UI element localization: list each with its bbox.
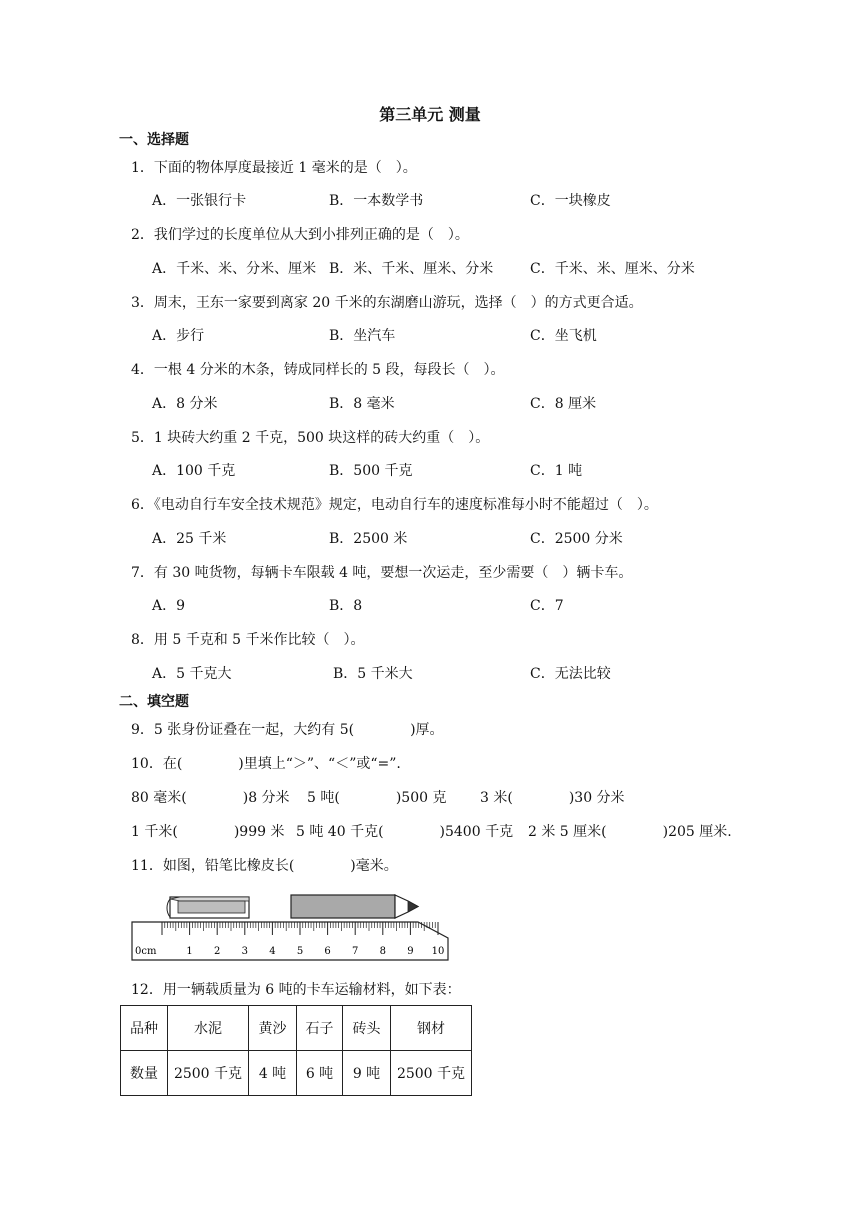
table-cell: 黄沙 [249, 1006, 297, 1051]
table-cell: 9 吨 [343, 1051, 391, 1096]
question-5-stem: 5．1 块砖大约重 2 千克，500 块这样的砖大约重（ ）。 [131, 430, 490, 446]
table-row [121, 1051, 472, 1096]
ruler-tick-label: 1 [186, 946, 193, 957]
question-2-option-c[interactable]: C．千米、米、厘米、分米 [530, 261, 695, 277]
table-cell: 6 吨 [297, 1051, 343, 1096]
question-8-stem: 8．用 5 千克和 5 千米作比较（ ）。 [131, 632, 365, 648]
question-5-option-c[interactable]: C．1 吨 [530, 463, 583, 479]
question-4-option-a[interactable]: A．8 分米 [152, 396, 218, 412]
table-cell: 2500 千克 [168, 1051, 249, 1096]
question-3-stem: 3．周末，王东一家要到离家 20 千米的东湖磨山游玩，选择（ ）的方式更合适。 [131, 295, 643, 311]
question-10-stem: 10．在( )里填上“＞”、“＜”或“=”. [131, 756, 401, 772]
question-6-option-b[interactable]: B．2500 米 [329, 531, 408, 547]
materials-table [120, 1005, 472, 1096]
question-6-stem: 6．《电动自行车安全技术规范》规定，电动自行车的速度标准每小时不能超过（ ）。 [131, 497, 658, 513]
question-8-option-b[interactable]: B．5 千米大 [333, 666, 413, 682]
ruler-tick-label: 10 [431, 946, 445, 957]
question-4-option-c[interactable]: C．8 厘米 [530, 396, 597, 412]
question-2-option-a[interactable]: A．千米、米、分米、厘米 [152, 261, 317, 277]
section-fill-heading: 二、填空题 [119, 694, 189, 710]
ruler-tick-label: 9 [407, 946, 414, 957]
question-1-option-b[interactable]: B．一本数学书 [329, 193, 424, 209]
eraser-drawing [167, 897, 249, 918]
question-8-option-c[interactable]: C．无法比较 [530, 666, 611, 682]
question-7-option-a[interactable]: A．9 [152, 598, 186, 614]
question-12-stem: 12．用一辆载质量为 6 吨的卡车运输材料，如下表： [131, 982, 461, 998]
ruler-unit-label: 0cm [135, 946, 157, 957]
question-2-option-b[interactable]: B．米、千米、厘米、分米 [329, 261, 494, 277]
question-10-item-1: 80 毫米( )8 分米 [131, 790, 290, 806]
question-10-item-4: 1 千米( )999 米 [131, 824, 285, 840]
question-3-option-b[interactable]: B．坐汽车 [329, 328, 396, 344]
question-2-stem: 2．我们学过的长度单位从大到小排列正确的是（ ）。 [131, 227, 469, 243]
page-title: 第三单元 测量 [379, 105, 481, 124]
ruler-figure [130, 886, 450, 962]
question-7-option-b[interactable]: B．8 [329, 598, 363, 614]
question-9-stem: 9．5 张身份证叠在一起，大约有 5( )厚。 [131, 722, 444, 738]
question-7-option-c[interactable]: C．7 [530, 598, 564, 614]
table-cell: 品种 [121, 1006, 168, 1051]
ruler-tick-label: 8 [379, 946, 386, 957]
question-6-option-a[interactable]: A．25 千米 [152, 531, 227, 547]
question-10-item-6: 2 米 5 厘米( )205 厘米. [528, 824, 732, 840]
table-cell: 砖头 [343, 1006, 391, 1051]
section-choice-heading: 一、选择题 [119, 132, 189, 148]
table-cell: 2500 千克 [391, 1051, 472, 1096]
question-1-stem: 1．下面的物体厚度最接近 1 毫米的是（ ）。 [131, 160, 417, 176]
question-10-item-3: 3 米( )30 分米 [480, 790, 625, 806]
ruler-tick-label: 6 [324, 946, 331, 957]
question-11-stem: 11．如图，铅笔比橡皮长( )毫米。 [131, 858, 398, 874]
pencil-drawing [291, 895, 418, 918]
ruler-tick-label: 7 [352, 946, 359, 957]
table-header-row [121, 1006, 472, 1051]
question-3-option-a[interactable]: A．步行 [152, 328, 205, 344]
question-5-option-a[interactable]: A．100 千克 [152, 463, 236, 479]
ruler-tick-label: 4 [269, 946, 276, 957]
question-10-item-2: 5 吨( )500 克 [307, 790, 447, 806]
table-cell: 水泥 [168, 1006, 249, 1051]
question-7-stem: 7．有 30 吨货物，每辆卡车限载 4 吨，要想一次运走，至少需要（ ）辆卡车。 [131, 565, 633, 581]
table-cell: 石子 [297, 1006, 343, 1051]
question-4-stem: 4．一根 4 分米的木条，铸成同样长的 5 段，每段长（ ）。 [131, 362, 505, 378]
question-10-item-5: 5 吨 40 千克( )5400 千克 [296, 824, 514, 840]
question-5-option-b[interactable]: B．500 千克 [329, 463, 413, 479]
question-6-option-c[interactable]: C．2500 分米 [530, 531, 623, 547]
question-8-option-a[interactable]: A．5 千克大 [152, 666, 232, 682]
ruler-tick-label: 3 [241, 946, 248, 957]
table-cell: 钢材 [391, 1006, 472, 1051]
table-cell: 数量 [121, 1051, 168, 1096]
question-1-option-a[interactable]: A．一张银行卡 [152, 193, 247, 209]
ruler-tick-label: 5 [296, 946, 304, 957]
ruler-tick-label: 2 [214, 946, 221, 957]
question-1-option-c[interactable]: C．一块橡皮 [530, 193, 611, 209]
question-3-option-c[interactable]: C．坐飞机 [530, 328, 597, 344]
question-4-option-b[interactable]: B．8 毫米 [329, 396, 395, 412]
table-cell: 4 吨 [249, 1051, 297, 1096]
